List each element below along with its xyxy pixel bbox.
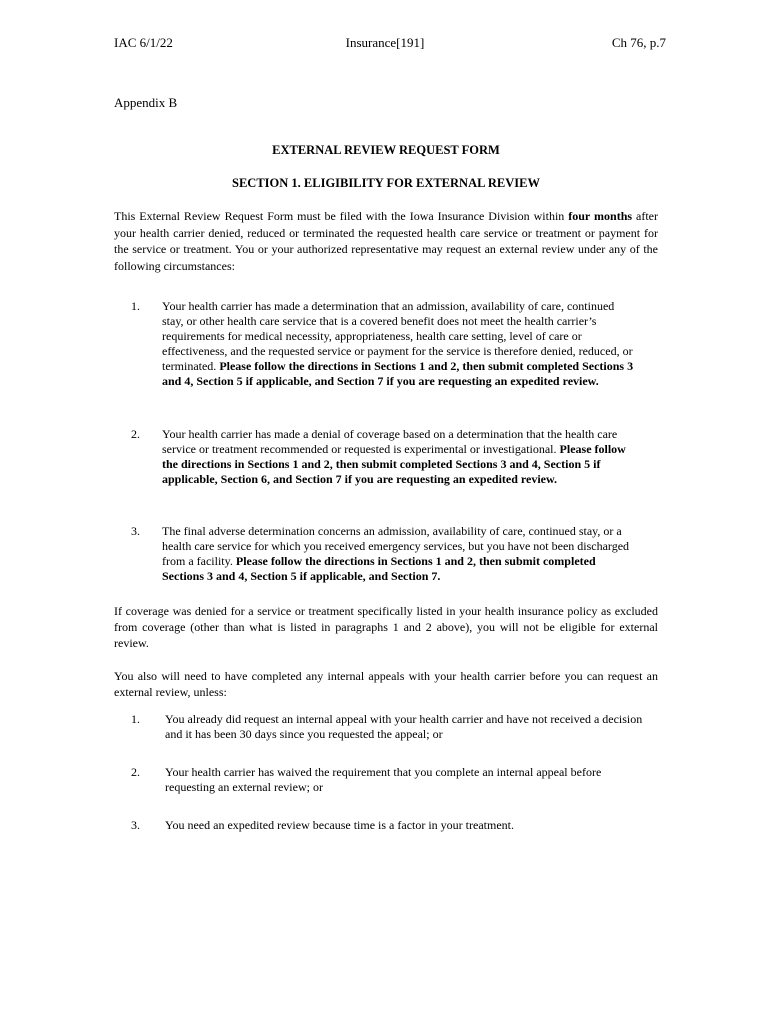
circumstance-text: Your health carrier has made a denial of coverage based on a determination that the health care service or treatment recommended or requested is experimental or investigational.: [162, 427, 618, 456]
form-title: EXTERNAL REVIEW REQUEST FORM: [272, 143, 500, 157]
circumstance-text: The final adverse determination concerns an admission, availability of care, continued stay, or a health care service for which you received emergency services, but you have not been discharged from a facility.: [162, 524, 630, 568]
unless-number: 1.: [131, 712, 140, 726]
unless-item: You already did request an internal appeal with your health carrier and have not received a decision and it has been 30 days since you requested the appeal; or: [165, 712, 643, 741]
circumstance-directions: Please follow the directions in Sections 1 and 2, then submit completed Sections 3 and 4, Section 5 if applicable, and Section 7.: [162, 554, 596, 583]
intro-deadline: four months: [568, 209, 633, 223]
coverage-paragraph: If coverage was denied for a service or treatment specifically listed in your health insurance policy as excluded from coverage (other than what is listed in paragraphs 1 and 2 above), you will not be eligible for external review.: [114, 604, 658, 650]
circumstance-item: [162, 427, 638, 487]
circumstance-item: [162, 299, 638, 389]
section-title: SECTION 1. ELIGIBILITY FOR EXTERNAL REVIEW: [232, 176, 540, 190]
appeals-paragraph: You also will need to have completed any internal appeals with your health carrier before you can request an external review, unless:: [114, 669, 658, 699]
header-center: Insurance[191]: [345, 35, 425, 50]
circumstance-text: Your health carrier has made a determination that an admission, availability of care, continued stay, or other health care service that is a covered benefit does not meet the health carrier’s requirements for medical necessity, appropriateness, health care setting, level of care or effectiveness, and the requested service or payment for the service is therefore denied, reduced, or terminated.: [162, 299, 633, 373]
unless-item: You need an expedited review because time is a factor in your treatment.: [165, 818, 514, 832]
intro-text-pre: This External Review Request Form must be filed with the Iowa Insurance Division within: [114, 209, 569, 223]
circumstance-number: 3.: [131, 524, 140, 538]
circumstance-directions: Please follow the directions in Sections 1 and 2, then submit completed Sections 3 and 4, Section 5 if applicable, Section 6, and Section 7 if you are requesting an expedited review.: [162, 442, 626, 486]
unless-number: 2.: [131, 765, 140, 779]
circumstance-number: 1.: [131, 299, 140, 313]
unless-number: 3.: [131, 818, 140, 832]
unless-item: Your health carrier has waived the requirement that you complete an internal appeal before requesting an external review; or: [165, 765, 602, 794]
header-left: IAC 6/1/22: [114, 35, 173, 50]
circumstance-item: [162, 524, 638, 584]
header-right: Ch 76, p.7: [611, 35, 666, 50]
circumstance-directions: Please follow the directions in Sections 1 and 2, then submit completed Sections 3 and 4, Section 5 if applicable, and Section 7 if you are requesting an expedited review.: [162, 359, 634, 388]
circumstance-number: 2.: [131, 427, 140, 441]
intro-paragraph: [114, 208, 658, 274]
intro-text-post: after your health carrier denied, reduced or terminated the requested health care service or treatment or payment for the service or treatment. You or your authorized representative may request an external review under any of the following circumstances:: [114, 209, 658, 273]
appendix-label: Appendix B: [114, 95, 178, 110]
